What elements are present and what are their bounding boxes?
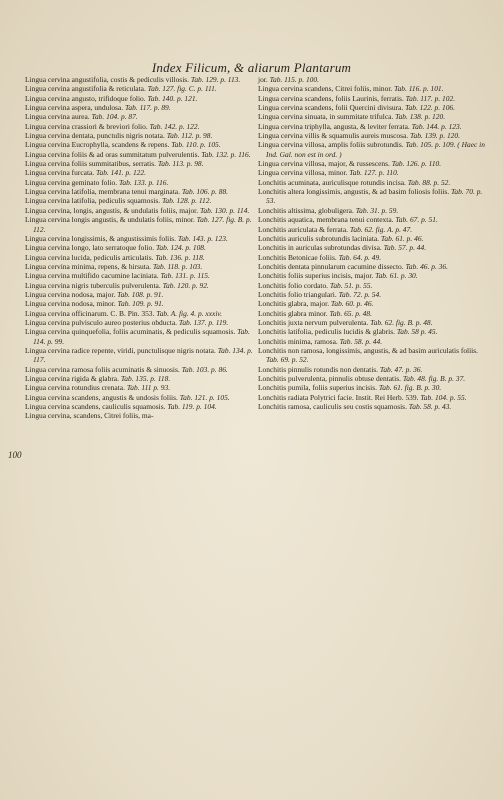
entry-name: Lonchitis radiata Polytrici facie. Instit. Rei Herb. 539. xyxy=(258,392,419,402)
entry-name: Lingua cervina villosa, amplis foliis subrotundis. xyxy=(258,140,404,150)
entry-name: Lingua cervina latifolia, pediculis squamosis. xyxy=(25,196,161,206)
index-entry xyxy=(258,75,486,84)
entry-name: Lonchitis juxta nervum pulverulenta. xyxy=(258,317,369,327)
entry-reference: Tab. 130. p. 114. xyxy=(199,205,250,215)
index-entry xyxy=(25,318,253,327)
entry-name: Lingua cervina longis angustis, & undulatis foliis, minor. xyxy=(25,215,195,225)
index-entry xyxy=(258,215,486,224)
entry-reference: Tab. 134. p. 117. xyxy=(33,345,253,365)
entry-name: Lonchitis foliis superius incisis, major. xyxy=(258,271,374,281)
entry-reference: Tab. 109. p. 91. xyxy=(117,299,164,309)
entry-name: Lingua cervina villosa, minor. xyxy=(258,168,348,178)
entry-name: Lingua cervina lucida, pediculis articulatis. xyxy=(25,252,154,262)
entry-name: Lonchitis dentata pinnularum cacumine dissecto. xyxy=(258,261,404,271)
entry-reference: Tab. 69. p. 52. xyxy=(266,355,309,365)
entry-name: jor. xyxy=(258,75,268,84)
entry-reference: Tab. 61. fig. B. p. 30. xyxy=(378,383,442,393)
index-entry xyxy=(25,411,253,420)
entry-name: Lingua cervina pulvisculo aureo posterius obducta. xyxy=(25,317,178,327)
entry-name: Lingua cervina furcata. xyxy=(25,168,95,178)
entry-reference: Tab. 116. p. 101. xyxy=(394,84,444,94)
index-entry xyxy=(25,187,253,196)
index-entry xyxy=(25,178,253,187)
entry-name: Lonchitis folio cordato. xyxy=(258,280,329,290)
index-entry xyxy=(25,234,253,243)
entry-name: Lingua cervina officinarum. C. B. Pin. 353. xyxy=(25,308,155,318)
index-entry xyxy=(258,168,486,177)
entry-name: Lonchitis latifolia, pediculis lucidis & glabris. xyxy=(258,327,395,337)
entry-reference: Tab. 119. p. 104. xyxy=(167,402,217,412)
entry-reference: Tab. 88. p. 52. xyxy=(407,177,451,187)
entry-reference: Tab. 51. p. 55. xyxy=(329,280,373,290)
entry-name: Lingua cervina scandens, cauliculis squamosis. xyxy=(25,402,166,412)
index-entry xyxy=(25,84,253,93)
entry-name: Lingua cervina villis & squamulis aureis muscosa. xyxy=(258,131,409,141)
index-entry xyxy=(25,299,253,308)
entry-name: Lingua cervina longo, lato serratoque folio. xyxy=(25,243,155,253)
entry-name: Lingua cervina, longis, angustis, & undulatis foliis, major. xyxy=(25,205,199,215)
entry-name: Lonchitis altera longissimis, angustis, & ad basim foliosis foliis. xyxy=(258,187,450,197)
entry-name: Lonchitis Betonicae foliis. xyxy=(258,252,337,262)
index-entry xyxy=(25,383,253,392)
entry-name: Lingua cervina scandens, foliis Laurinis, ferratis. xyxy=(258,93,404,103)
index-entry xyxy=(258,393,486,402)
entry-reference: Tab. 127. p. 110. xyxy=(349,168,399,178)
entry-reference: Tab. 112. p. 98. xyxy=(166,131,213,141)
entry-name: Lingua cervina ramosa foliis acuminatis & sinuosis. xyxy=(25,364,180,374)
entry-reference: Tab. 141. p. 122. xyxy=(96,168,146,178)
index-entry xyxy=(258,187,486,206)
index-entry xyxy=(25,168,253,177)
entry-name: Lingua cervina nigris tuberculis pulverulenta. xyxy=(25,280,161,290)
entry-name: Lingua cervina rigida & glabra. xyxy=(25,374,119,383)
entry-reference: Tab. A. fig. 4. p. xxxiv. xyxy=(156,308,223,318)
index-column-right xyxy=(258,75,486,411)
entry-name: Lingua cervina multifido cacumine laciniata. xyxy=(25,271,159,281)
margin-annotation: 100 xyxy=(8,450,22,460)
index-entry xyxy=(258,383,486,392)
entry-reference: Tab. 64. p. 49. xyxy=(338,252,382,262)
index-entry xyxy=(25,140,253,149)
entry-name: Lingua cervina triphylla, angusta, & leviter ferrata. xyxy=(258,121,410,131)
entry-reference: Tab. 31. p. 59. xyxy=(355,205,399,215)
index-entry xyxy=(25,393,253,402)
entry-name: Lingua cervina foliis & ad oras summitatum pulverulentis. xyxy=(25,149,200,159)
entry-name: Lonchitis acuminata, auriculisque rotundis incisa. xyxy=(258,177,406,187)
index-entry xyxy=(25,327,253,346)
entry-name: Lingua cervina, scandens, Citrei foliis, ma- xyxy=(25,411,154,421)
index-entry xyxy=(258,131,486,140)
entry-reference: Tab. 144. p. 123. xyxy=(411,121,462,131)
index-entry xyxy=(25,253,253,262)
entry-reference: Tab. 129. p. 113. xyxy=(190,75,241,84)
index-entry xyxy=(25,94,253,103)
entry-reference: Tab. 143. p. 123. xyxy=(177,233,228,243)
entry-reference: Tab. 114. p. 99. xyxy=(33,327,250,346)
entry-reference: Tab. 127. fig. C. p. 111. xyxy=(147,84,217,94)
index-entry xyxy=(25,122,253,131)
index-entry xyxy=(25,159,253,168)
index-entry xyxy=(25,346,253,365)
index-entry xyxy=(25,262,253,271)
index-entry xyxy=(258,271,486,280)
index-entry xyxy=(25,206,253,215)
index-entry xyxy=(25,131,253,140)
entry-name: Lingua cervina scandens, angustis & undosis foliis. xyxy=(25,392,178,402)
index-entry xyxy=(258,327,486,336)
index-entry xyxy=(258,84,486,93)
entry-reference: Tab. 128. p. 112. xyxy=(161,196,212,206)
entry-reference: Tab. 131. p. 115. xyxy=(160,271,210,281)
index-entry xyxy=(25,402,253,411)
entry-reference: Tab. 136. p. 118. xyxy=(155,252,205,262)
index-entry xyxy=(258,337,486,346)
index-entry xyxy=(258,299,486,308)
entry-name: Lingua cervina sinuata, in summitate trifulca. xyxy=(258,112,394,122)
index-entry xyxy=(25,290,253,299)
index-entry xyxy=(258,225,486,234)
index-entry xyxy=(25,103,253,112)
index-entry xyxy=(258,262,486,271)
entry-name: Lingua cervina villosa, major, & russescens. xyxy=(258,159,390,169)
entry-name: Lingua cervina rotundius crenata. xyxy=(25,383,125,393)
index-entry xyxy=(25,112,253,121)
index-entry xyxy=(258,140,486,159)
entry-name: Lonchitis glabra minor. xyxy=(258,308,328,318)
entry-reference: Tab. 124. p. 108. xyxy=(155,243,206,253)
entry-name: Lingua cervina scandens, folii Quercini divisura. xyxy=(258,103,404,113)
entry-name: Lingua cervina quinquefolia, foliis acuminatis, & pediculis squamosis. xyxy=(25,327,236,337)
entry-name: Lingua cervina longissimis, & angustissimis foliis. xyxy=(25,233,177,243)
entry-reference: Tab. 104. p. 55. xyxy=(420,392,467,402)
index-entry xyxy=(25,150,253,159)
index-entry xyxy=(25,309,253,318)
entry-name: Lonchitis in auriculas subrotundas divisa. xyxy=(258,243,382,253)
index-entry xyxy=(258,243,486,252)
entry-reference: Tab. 122. p. 106. xyxy=(405,103,455,113)
index-entry xyxy=(258,318,486,327)
index-entry xyxy=(258,234,486,243)
index-entry xyxy=(258,281,486,290)
index-entry xyxy=(258,122,486,131)
entry-name: Lonchitis altissima, globuligera. xyxy=(258,205,354,215)
index-entry xyxy=(258,94,486,103)
page-title: Index Filicum, & aliarum Plantarum xyxy=(151,60,352,75)
entry-name: Lonchitis auriculata & ferrata. xyxy=(258,224,349,234)
entry-reference: Tab. 72. p. 54. xyxy=(338,289,382,299)
entry-name: Lonchitis auriculis subrotundis laciniata. xyxy=(258,233,380,243)
entry-reference: Tab. 104. p. 87. xyxy=(91,112,138,122)
index-column-left xyxy=(25,75,253,421)
entry-reference: Tab. 120. p. 92. xyxy=(162,280,209,290)
entry-reference: Tab. 61. p. 30. xyxy=(375,271,418,281)
entry-reference: Tab. 115. p. 100. xyxy=(269,75,319,84)
entry-reference: Tab. 46. p. 36. xyxy=(405,261,448,271)
entry-name: Lonchitis minima, ramosa. xyxy=(258,336,338,346)
entry-reference: Tab. 62. fig. B. p. 48. xyxy=(370,317,433,327)
entry-name: Lonchitis folio triangulari. xyxy=(258,289,337,299)
entry-reference: Tab. 58. p. 44. xyxy=(339,336,383,346)
index-entry xyxy=(25,365,253,374)
entry-name: Lonchitis aquatica, membrana tenui contexta. xyxy=(258,215,394,225)
entry-name: Lonchitis pinnulis rotundis non dentatis. xyxy=(258,364,379,374)
entry-reference: Tab. 126. p. 110. xyxy=(391,159,442,169)
entry-name: Lingua cervina minima, repens, & hirsuta. xyxy=(25,261,151,271)
index-entry xyxy=(258,374,486,383)
entry-reference: Tab. 58 p. 45. xyxy=(396,327,438,337)
entry-reference: Tab. 127. fig. B. p. 112. xyxy=(33,215,252,234)
index-entry xyxy=(258,346,486,365)
entry-reference: Tab. 139. p. 120. xyxy=(410,131,460,141)
entry-name: Lonchitis pumila, foliis superius incisis. xyxy=(258,383,377,393)
index-entry xyxy=(258,112,486,121)
entry-name: Lonchitis non ramosa, longissimis, angustis, & ad basim auriculatis foliis. xyxy=(258,345,479,355)
entry-name: Lingua cervina Eucrophylla, scandens & repens. xyxy=(25,140,170,150)
index-entry xyxy=(258,206,486,215)
entry-reference: Tab. 70. p. 53. xyxy=(266,187,483,206)
entry-name: Lingua cervina geminato folio. xyxy=(25,177,118,187)
entry-reference: Tab. 58. p. 43. xyxy=(408,402,452,412)
entry-reference: Tab. 103. p. 86. xyxy=(181,364,228,374)
index-entry xyxy=(25,196,253,205)
index-entry xyxy=(25,271,253,280)
entry-name: Lonchitis glabra, major. xyxy=(258,299,330,309)
entry-name: Lingua cervina radice repente, viridi, punctulisque nigris notata. xyxy=(25,345,216,355)
entry-reference: Tab. 121. p. 105. xyxy=(179,392,230,402)
entry-name: Lingua cervina angustifolia & reticulata. xyxy=(25,84,146,94)
entry-name: Lingua cervina scandens, Citrei foliis, minor. xyxy=(258,84,393,94)
index-entry xyxy=(25,374,253,383)
entry-reference: Tab. 142. p. 122. xyxy=(149,121,200,131)
entry-reference: Tab. 60. p. 46. xyxy=(330,299,374,309)
index-entry xyxy=(258,159,486,168)
entry-reference: Tab. 108. p. 91. xyxy=(117,289,164,299)
entry-reference: Tab. 118. p. 103. xyxy=(152,261,203,271)
entry-reference: Tab. 132. p. 116. xyxy=(201,149,251,159)
index-entry xyxy=(25,243,253,252)
entry-name: Lingua cervina aurea. xyxy=(25,112,90,122)
entry-reference: Tab. 133. p. 116. xyxy=(118,177,169,187)
entry-name: Lingua cervina crassiori & breviori folio. xyxy=(25,121,148,131)
index-entry xyxy=(25,281,253,290)
index-entry xyxy=(25,75,253,84)
entry-reference: Tab. 117. p. 89. xyxy=(124,103,171,113)
index-entry xyxy=(258,178,486,187)
entry-reference: Tab. 111 p. 93. xyxy=(126,383,171,393)
index-entry xyxy=(258,365,486,374)
entry-reference: Tab. 117. p. 102. xyxy=(405,93,456,103)
entry-name: Lingua cervina nodosa, major. xyxy=(25,289,116,299)
entry-name: Lingua cervina angusto, trifidoque folio. xyxy=(25,93,146,103)
entry-reference: Tab. 62. fig. A. p. 47. xyxy=(349,224,413,234)
index-entry xyxy=(25,215,253,234)
entry-reference: Tab. 48. fig. B. p. 37. xyxy=(402,374,466,383)
entry-name: Lingua cervina foliis summitatibus, serratis. xyxy=(25,159,156,169)
entry-reference: Tab. 137. p. 119. xyxy=(178,317,229,327)
entry-reference: Tab. 65. p. 48. xyxy=(329,308,372,318)
index-entry xyxy=(258,103,486,112)
entry-name: Lingua cervina nodosa, minor. xyxy=(25,299,116,309)
entry-reference: Tab. 61. p. 46. xyxy=(380,233,424,243)
entry-name: Lonchitis pulverulenta, pinnulis obtuse dentatis. xyxy=(258,374,401,383)
entry-reference: Tab. 110. p. 105. xyxy=(171,140,221,150)
entry-name: Lonchitis ramosa, cauliculis seu costis squamosis. xyxy=(258,402,407,412)
entry-reference: Tab. 106. p. 88. xyxy=(181,187,229,197)
entry-name: Lingua cervina latifolia, membrana tenui marginata. xyxy=(25,187,180,197)
entry-reference: Tab. 135. p. 118. xyxy=(120,374,171,383)
entry-name: Lingua cervina angustifolia, costis & pediculis villosis. xyxy=(25,75,190,84)
entry-reference: Tab. 67. p. 51. xyxy=(395,215,438,225)
entry-name: Lingua cervina dentata, punctulis nigris notata. xyxy=(25,131,165,141)
entry-name: Lingua cervina aspera, undulosa. xyxy=(25,103,124,113)
entry-reference: Tab. 140. p. 121. xyxy=(147,93,198,103)
index-entry xyxy=(258,253,486,262)
entry-reference: Tab. 138. p. 120. xyxy=(395,112,446,122)
index-entry xyxy=(258,290,486,299)
entry-reference: Tab. 47. p. 36. xyxy=(379,364,423,374)
entry-reference: Tab. 105. p. 109. ( Haec in Ind. Gal. non est in ord. ) xyxy=(266,140,485,159)
index-entry xyxy=(258,402,486,411)
entry-reference: Tab. 113. p. 98. xyxy=(157,159,204,169)
entry-reference: Tab. 57. p. 44. xyxy=(383,243,427,253)
index-entry xyxy=(258,309,486,318)
